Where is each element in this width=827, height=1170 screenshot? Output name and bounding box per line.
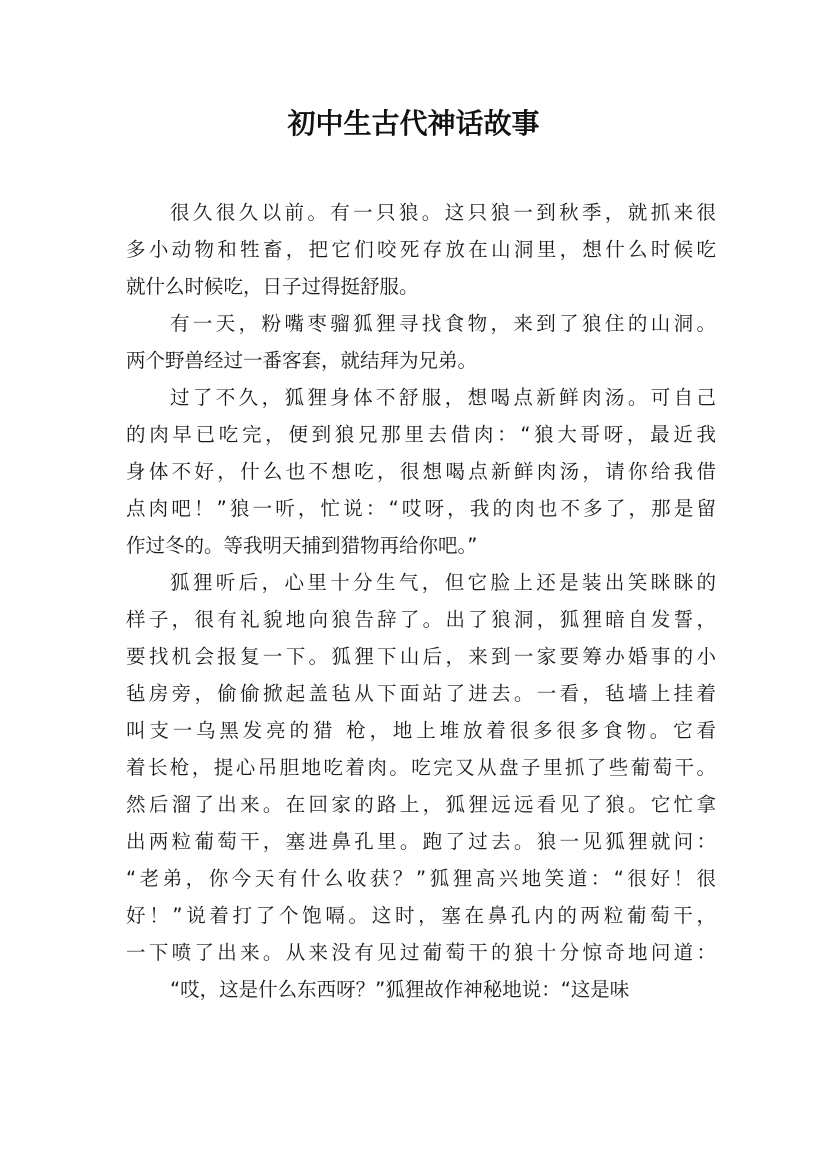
text-line: 一下喷了出来。从来没有见过葡萄干的狼十分惊奇地问道： xyxy=(126,941,716,964)
text-line: 点肉吧！”狼一听，忙说：“哎呀，我的肉也不多了，那是留 xyxy=(126,497,716,520)
text-line: 好！”说着打了个饱嗝。这时，塞在鼻孔内的两粒葡萄干， xyxy=(126,904,716,927)
story-body xyxy=(126,194,716,1008)
text-line: 要找机会报复一下。狐狸下山后，来到一家要筹办婚事的小 xyxy=(126,645,716,668)
text-line: 狐狸听后，心里十分生气，但它脸上还是装出笑眯眯的 xyxy=(170,571,716,594)
text-line: 多小动物和牲畜，把它们咬死存放在山洞里，想什么时候吃 xyxy=(126,238,716,261)
text-line: 有一天，粉嘴枣骝狐狸寻找食物，来到了狼住的山洞。 xyxy=(170,312,716,335)
text-line: 着长枪，提心吊胆地吃着肉。吃完又从盘子里抓了些葡萄干。 xyxy=(126,756,716,779)
text-line: 就什么时候吃，日子过得挺舒服。 xyxy=(126,275,419,298)
text-line: 身体不好，什么也不想吃，很想喝点新鲜肉汤，请你给我借 xyxy=(126,460,716,483)
text-line: 出两粒葡萄干，塞进鼻孔里。跑了过去。狼一见狐狸就问： xyxy=(126,830,716,853)
text-line: 然后溜了出来。在回家的路上，狐狸远远看见了狼。它忙拿 xyxy=(126,793,716,816)
text-line: 两个野兽经过一番客套，就结拜为兄弟。 xyxy=(126,349,478,372)
document-title: 初中生古代神话故事 xyxy=(287,107,540,140)
text-line: “老弟，你今天有什么收获？”狐狸高兴地笑道：“很好！很 xyxy=(126,867,716,890)
text-line: 作过冬的。等我明天捕到猎物再给你吧。” xyxy=(126,534,478,557)
text-line: 样子，很有礼貌地向狼告辞了。出了狼洞，狐狸暗自发誓， xyxy=(126,608,716,631)
text-line: “哎，这是什么东西呀？”狐狸故作神秘地说：“这是味 xyxy=(170,978,630,1001)
text-line: 的肉早已吃完，便到狼兄那里去借肉：“狼大哥呀，最近我 xyxy=(126,423,716,446)
text-line: 过了不久，狐狸身体不舒服，想喝点新鲜肉汤。可自己 xyxy=(170,386,716,409)
text-line: 叫支一乌黑发亮的猎 枪，地上堆放着很多很多食物。它看 xyxy=(126,719,716,742)
text-line: 很久很久以前。有一只狼。这只狼一到秋季，就抓来很 xyxy=(170,201,716,224)
text-line: 毡房旁，偷偷掀起盖毡从下面站了进去。一看，毡墙上挂着 xyxy=(126,682,716,705)
